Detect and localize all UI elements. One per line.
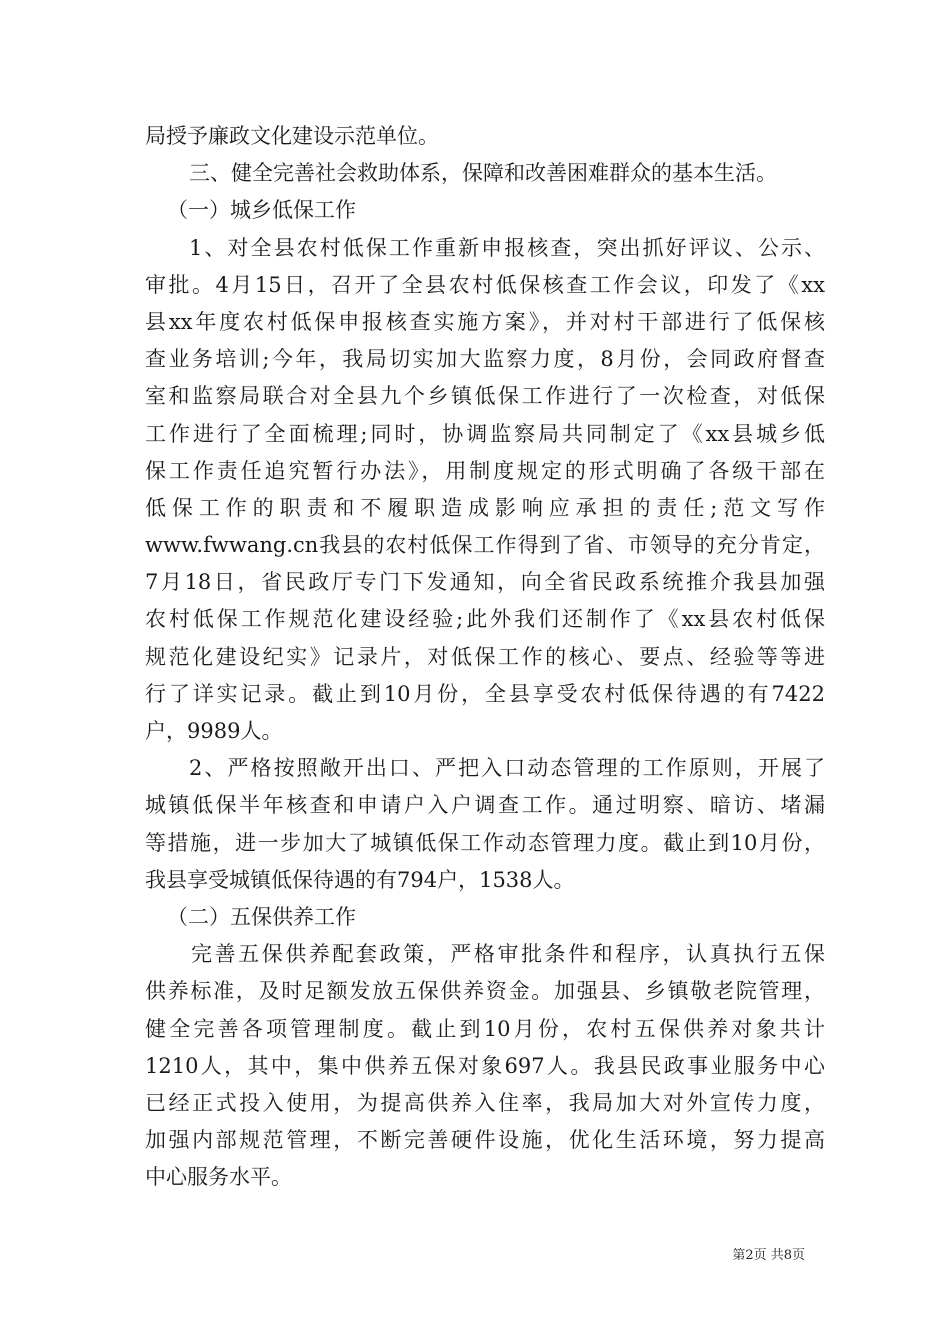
text-line: 户，9989人。 [145,719,283,743]
text-line: 查业务培训;今年，我局切实加大监察力度，8月份，会同政府督查 [145,347,825,372]
text-line: www.fwwang.cn我县的农村低保工作得到了省、市领导的充分肯定， [145,533,825,558]
text-line: 县xx年度农村低保申报核查实施方案》，并对村干部进行了低保核 [145,309,825,334]
text-line: 农村低保工作规范化建设经验;此外我们还制作了《xx县农村低保 [145,607,825,632]
subsection-heading: （一）城乡低保工作 [167,198,356,223]
page-number: 第2页 共8页 [732,1248,805,1263]
text-line: 已经正式投入使用，为提高供养入住率，我局加大对外宣传力度， [145,1090,825,1115]
text-line: 供养标准，及时足额发放五保供养资金。加强县、乡镇敬老院管理， [145,979,825,1004]
text-line: 工作进行了全面梳理;同时，协调监察局共同制定了《xx县城乡低 [145,421,825,446]
text-line: 行了详实记录。截止到10月份，全县享受农村低保待遇的有7422 [145,681,825,706]
text-line: 1210人，其中，集中供养五保对象697人。我县民政事业服务中心 [145,1053,825,1078]
text-line: 7月18日，省民政厅专门下发通知，向全省民政系统推介我县加强 [145,570,825,595]
text-line: 审批。4月15日，召开了全县农村低保核查工作会议，印发了《xx [145,272,825,297]
text-line: 低保工作的职责和不履职造成影响应承担的责任;范文写作 [145,495,825,520]
subsection-heading: （二）五保供养工作 [167,904,356,929]
section-heading: 三、健全完善社会救助体系，保障和改善困难群众的基本生活。 [189,161,777,186]
text-line: 1、对全县农村低保工作重新申报核查，突出抓好评议、公示、 [189,235,825,260]
text-line: 规范化建设纪实》记录片，对低保工作的核心、要点、经验等等进 [145,644,825,669]
text-line: 完善五保供养配套政策，严格审批条件和程序，认真执行五保 [191,942,825,967]
document-body [145,118,825,1196]
text-line: 我县享受城镇低保待遇的有794户，1538人。 [145,867,575,892]
text-line: 等措施，进一步加大了城镇低保工作动态管理力度。截止到10月份， [145,830,825,855]
text-line: 室和监察局联合对全县九个乡镇低保工作进行了一次检查，对低保 [145,384,825,409]
text-line: 中心服务水平。 [145,1165,292,1190]
text-line: 保工作责任追究暂行办法》，用制度规定的形式明确了各级干部在 [145,458,825,483]
text-line: 健全完善各项管理制度。截止到10月份，农村五保供养对象共计 [145,1016,825,1041]
text-line: 2、严格按照敞开出口、严把入口动态管理的工作原则，开展了 [189,756,825,781]
text-line: 局授予廉政文化建设示范单位。 [145,124,439,148]
text-line: 加强内部规范管理，不断完善硬件设施，优化生活环境，努力提高 [145,1128,825,1153]
text-line: 城镇低保半年核查和申请户入户调查工作。通过明察、暗访、堵漏 [145,793,825,818]
